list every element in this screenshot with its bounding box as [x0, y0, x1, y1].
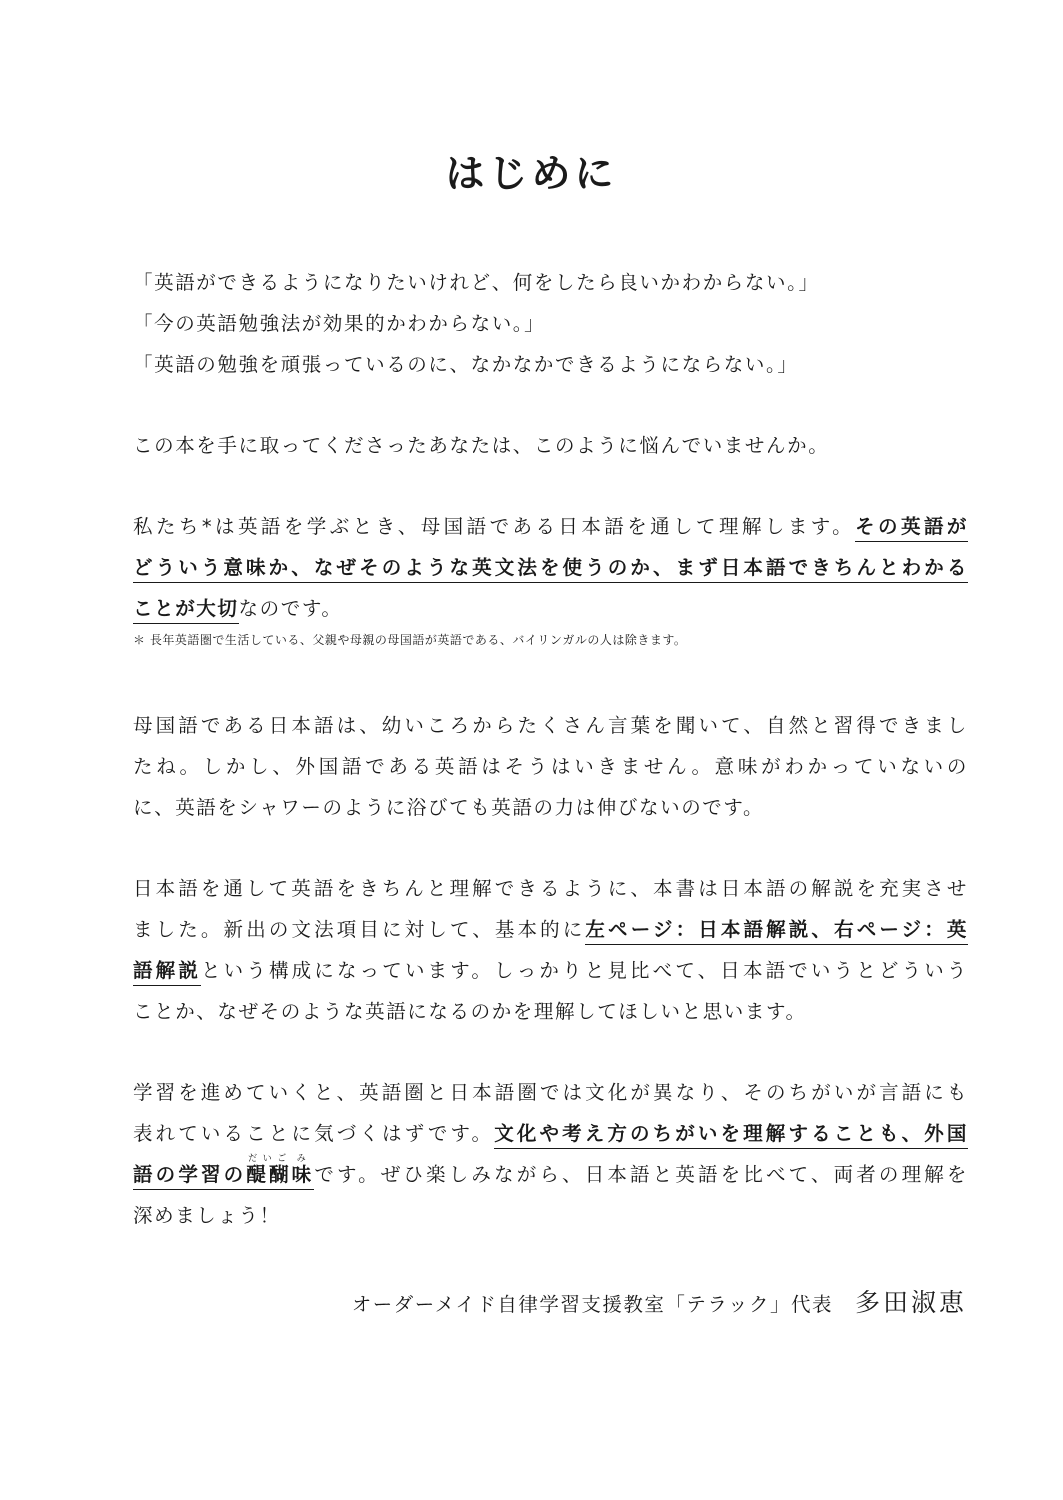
footnote: ＊ 長年英語圏で生活している、父親や母親の母国語が英語である、バイリンガルの人は除きます。 — [133, 633, 687, 647]
page-title: はじめに — [445, 152, 618, 197]
signature-org: オーダーメイド自律学習支援教室「テラック」代表 — [351, 1293, 833, 1316]
quote-line-1: 「英語ができるようになりたいけれど、何をしたら良いかわからない。」 — [133, 271, 820, 294]
quote-line-3: 「英語の勉強を頑張っているのに、なかなかできるようにならない。」 — [133, 353, 799, 376]
p4-line-1: 学習を進めていくと、英語圏と日本語圏では文化が異なり、そのちがいが言語にも — [133, 1081, 968, 1104]
p4-line-4: 深めましょう！ — [133, 1204, 281, 1227]
ruby-mi — [291, 1154, 315, 1186]
p2-line-2: たね。しかし、外国語である英語はそうはいきません。意味がわかっていないの — [133, 755, 968, 778]
p3-line-3 — [133, 950, 968, 991]
p3-emphasis-2: 語解説 — [133, 959, 201, 986]
ruby-mi-reading: み — [291, 1154, 313, 1164]
p1-emphasis-3: ことが大切 — [133, 597, 239, 624]
p4-text: 表れていることに気づくはずです。 — [133, 1122, 495, 1145]
p3-text: ました。新出の文法項目に対して、基本的に — [133, 918, 586, 941]
p3-text-end: という構成になっています。しっかりと見比べて、日本語でいうとどういう — [201, 959, 968, 982]
p4-emphasis-text: 語の学習の — [133, 1163, 247, 1186]
p2-line-3: に、英語をシャワーのように浴びても英語の力は伸びないのです。 — [133, 796, 765, 819]
body-text — [133, 262, 968, 1236]
ruby-daigo — [246, 1154, 292, 1186]
p1-line-2 — [133, 547, 968, 588]
quote-line-2: 「今の英語勉強法が効果的かわからない。」 — [133, 312, 546, 335]
p4-text-end: です。ぜひ楽しみながら、日本語と英語を比べて、両者の理解を — [314, 1163, 968, 1186]
p4-line-2 — [133, 1113, 968, 1154]
p4-line-3 — [133, 1154, 968, 1195]
p1-line-3 — [133, 588, 968, 629]
p1-line-1 — [133, 506, 968, 547]
p3-line-1: 日本語を通して英語をきちんと理解できるように、本書は日本語の解説を充実させ — [133, 877, 968, 900]
intro-line: この本を手に取ってくださったあなたは、このように悩んでいませんか。 — [133, 434, 830, 457]
ruby-mi-base: 味 — [291, 1163, 315, 1186]
p4-emphasis-1: 文化や考え方のちがいを理解することも、外国 — [494, 1122, 968, 1149]
signature — [352, 1283, 967, 1319]
ruby-daigo-reading: だいご — [246, 1154, 291, 1164]
p4-emphasis-2 — [133, 1154, 315, 1190]
signature-name: 多田淑恵 — [854, 1288, 967, 1317]
p1-emphasis-2: どういう意味か、なぜそのような英文法を使うのか、まず日本語できちんとわかる — [133, 556, 968, 583]
p3-emphasis-1: 左ページ：日本語解説、右ページ：英 — [585, 918, 968, 945]
p3-line-4: ことか、なぜそのような英語になるのかを理解してほしいと思います。 — [133, 1000, 807, 1023]
ruby-daigo-base: 醍醐 — [246, 1163, 292, 1186]
p1-text-end: なのです。 — [238, 597, 343, 620]
p1-text: 私たち*は英語を学ぶとき、母国語である日本語を通して理解します。 — [133, 515, 856, 538]
p2-line-1: 母国語である日本語は、幼いころからたくさん言葉を聞いて、自然と習得できまし — [133, 714, 968, 737]
p1-emphasis-1: その英語が — [855, 515, 968, 542]
p3-line-2 — [133, 909, 968, 950]
